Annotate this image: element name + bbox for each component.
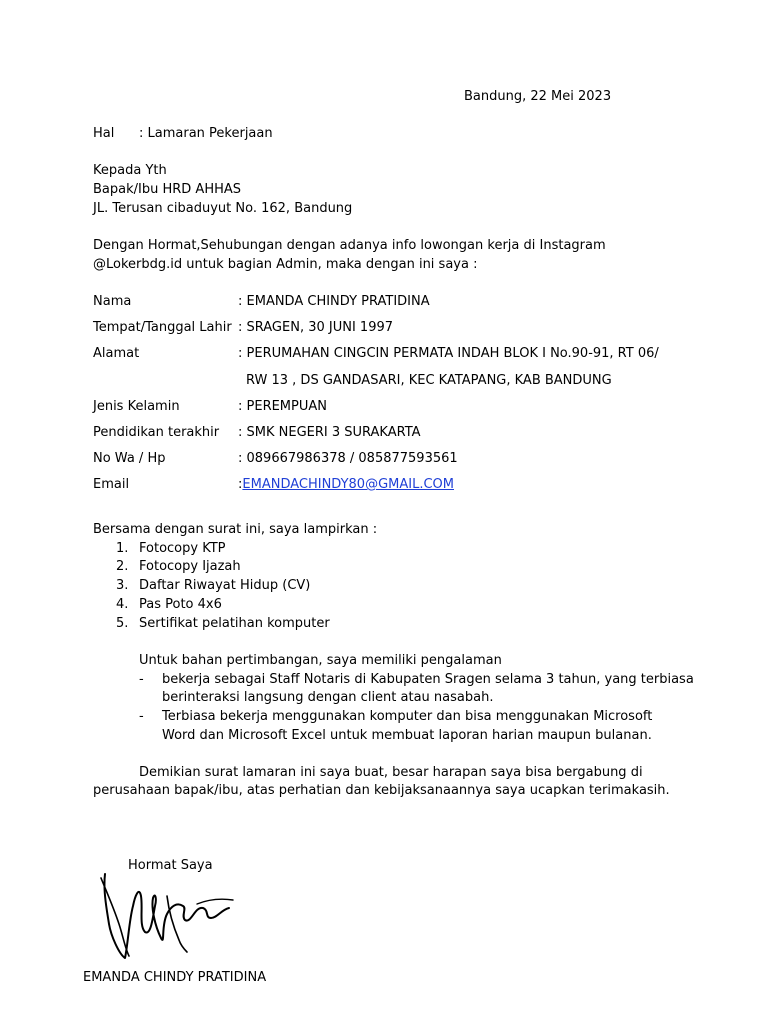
opening-line-2: @Lokerbdg.id untuk bagian Admin, maka dengan ini saya : (93, 257, 478, 272)
ttl-label: Tempat/Tanggal Lahir (93, 320, 232, 335)
list-item-number: 3. (116, 578, 129, 593)
subject-value: : Lamaran Pekerjaan (139, 126, 273, 141)
email-link[interactable]: EMANDACHINDY80@GMAIL.COM (242, 477, 454, 492)
experience-item-1-line-1: bekerja sebagai Staff Notaris di Kabupaten Sragen selama 3 tahun, yang terbiasa (162, 672, 694, 687)
closing-line-1: Demikian surat lamaran ini saya buat, besar harapan saya bisa bergabung di (139, 765, 643, 780)
experience-intro: Untuk bahan pertimbangan, saya memiliki pengalaman (139, 653, 502, 668)
pendidikan-label: Pendidikan terakhir (93, 425, 220, 440)
recipient-greeting: Kepada Yth (93, 163, 167, 178)
jenis-kelamin-label: Jenis Kelamin (93, 399, 180, 414)
opening-line-1: Dengan Hormat,Sehubungan dengan adanya info lowongan kerja di Instagram (93, 238, 606, 253)
email-colon: : (238, 477, 243, 492)
jenis-kelamin-value: : PEREMPUAN (238, 399, 328, 414)
alamat-value-line-2: RW 13 , DS GANDASARI, KEC KATAPANG, KAB BANDUNG (246, 373, 612, 388)
list-item: Daftar Riwayat Hidup (CV) (139, 578, 311, 593)
phone-label: No Wa / Hp (93, 451, 166, 466)
experience-item-2-line-2: Word dan Microsoft Excel untuk membuat laporan harian maupun bulanan. (162, 728, 652, 743)
list-item-number: 4. (116, 597, 129, 612)
handwritten-signature (95, 866, 240, 962)
closing-line-2: perusahaan bapak/ibu, atas perhatian dan kebijaksanaannya saya ucapkan terimakasih. (93, 783, 670, 798)
signature-name: EMANDA CHINDY PRATIDINA (83, 970, 267, 985)
list-item: Fotocopy KTP (139, 541, 226, 556)
attachments-intro: Bersama dengan surat ini, saya lampirkan : (93, 522, 378, 537)
list-item-number: 5. (116, 616, 129, 631)
signature-greeting: Hormat Saya (128, 858, 213, 873)
email-label: Email (93, 477, 130, 492)
experience-bullet-2: - (139, 709, 144, 724)
experience-bullet-1: - (139, 672, 144, 687)
list-item: Sertifikat pelatihan komputer (139, 616, 330, 631)
recipient-address: JL. Terusan cibaduyut No. 162, Bandung (93, 201, 353, 216)
subject-label: Hal (93, 126, 115, 141)
experience-item-2-line-1: Terbiasa bekerja menggunakan komputer dan bisa menggunakan Microsoft (162, 709, 653, 724)
list-item: Pas Poto 4x6 (139, 597, 222, 612)
phone-value: : 089667986378 / 085877593561 (238, 451, 458, 466)
alamat-value-line-1: : PERUMAHAN CINGCIN PERMATA INDAH BLOK I No.90-91, RT 06/ (238, 346, 659, 361)
list-item-number: 2. (116, 559, 129, 574)
list-item-number: 1. (116, 541, 129, 556)
alamat-label: Alamat (93, 346, 140, 361)
place-date: Bandung, 22 Mei 2023 (464, 89, 612, 104)
list-item: Fotocopy Ijazah (139, 559, 241, 574)
email-row (238, 476, 454, 494)
nama-label: Nama (93, 294, 132, 309)
pendidikan-value: : SMK NEGERI 3 SURAKARTA (238, 425, 421, 440)
nama-value: : EMANDA CHINDY PRATIDINA (238, 294, 430, 309)
recipient-name: Bapak/Ibu HRD AHHAS (93, 182, 242, 197)
experience-item-1-line-2: berinteraksi langsung dengan client atau nasabah. (162, 690, 494, 705)
ttl-value: : SRAGEN, 30 JUNI 1997 (238, 320, 394, 335)
